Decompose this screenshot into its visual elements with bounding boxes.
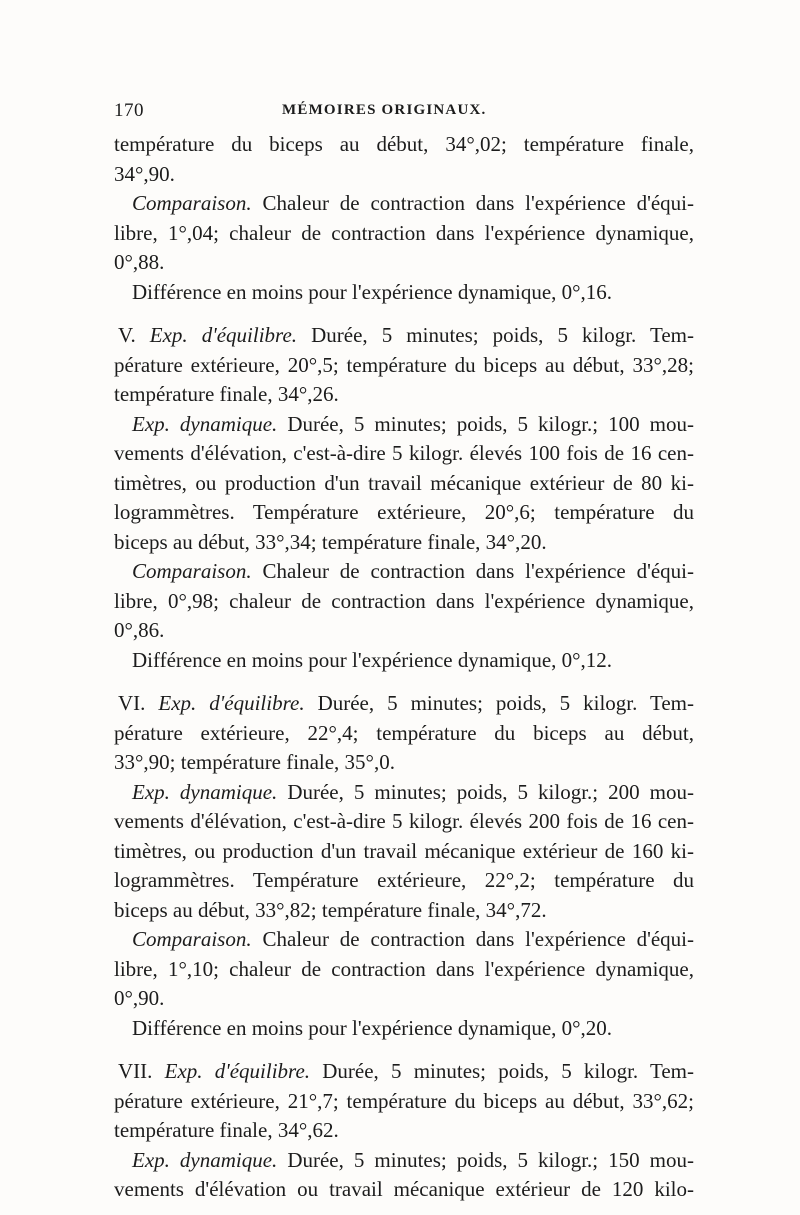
italic-label: Exp. d'équilibre. — [164, 1059, 311, 1083]
text-line — [114, 380, 694, 410]
text-run: logrammètres. Température extérieure, 22°,2; température du — [114, 868, 694, 892]
text-line — [114, 321, 694, 351]
text-run: Chaleur de contraction dans l'expérience d'équi- — [251, 927, 694, 951]
text-line — [114, 646, 694, 676]
page-number: 170 — [114, 100, 144, 121]
text-line — [114, 837, 694, 867]
text-line — [114, 469, 694, 499]
text-line — [114, 866, 694, 896]
italic-label: Exp. d'équilibre. — [158, 691, 305, 715]
text-line — [114, 689, 694, 719]
text-run: vements d'élévation, c'est-à-dire 5 kilogr. élevés 100 fois de 16 cen- — [114, 441, 694, 465]
text-line — [114, 439, 694, 469]
running-title: MÉMOIRES ORIGINAUX. — [282, 102, 487, 118]
italic-label: Exp. d'équilibre. — [149, 323, 298, 347]
text-run: vements d'élévation, c'est-à-dire 5 kilogr. élevés 200 fois de 16 cen- — [114, 809, 694, 833]
text-run: Durée, 5 minutes; poids, 5 kilogr. Tem- — [297, 323, 694, 347]
text-line — [114, 616, 694, 646]
text-line — [114, 719, 694, 749]
text-run: température du biceps au début, 34°,02; température finale, — [114, 132, 694, 156]
text-run: température finale, 34°,62. — [114, 1118, 339, 1142]
text-run: libre, 1°,04; chaleur de contraction dans l'expérience dynamique, — [114, 220, 694, 245]
text-line — [114, 189, 694, 219]
text-line — [114, 130, 694, 160]
text-run: 0°,86. — [114, 618, 165, 642]
text-run: 34°,90. — [114, 161, 175, 186]
text-line — [114, 1146, 694, 1176]
italic-label: Comparaison. — [132, 927, 252, 951]
text-line — [114, 1087, 694, 1117]
text-run: logrammètres. Température extérieure, 20°,6; température du — [114, 500, 694, 524]
text-run: Durée, 5 minutes; poids, 5 kilogr.; 150 mou- — [277, 1147, 694, 1172]
text-line — [114, 351, 694, 381]
page-header — [114, 100, 694, 130]
text-line — [114, 587, 694, 617]
book-page — [114, 100, 694, 1205]
text-run: Durée, 5 minutes; poids, 5 kilogr. Tem- — [310, 1059, 694, 1083]
text-line — [114, 984, 694, 1014]
text-line — [114, 748, 694, 778]
text-line — [114, 896, 694, 926]
text-line — [114, 1057, 694, 1087]
text-line — [114, 955, 694, 985]
text-run: 0°,88. — [114, 250, 165, 274]
body-text — [114, 130, 694, 1205]
text-run: VII. — [118, 1059, 165, 1083]
text-run: Chaleur de contraction dans l'expérience d'équi- — [251, 191, 694, 215]
text-run: Différence en moins pour l'expérience dynamique, 0°,16. — [132, 279, 613, 304]
text-line — [114, 778, 694, 808]
text-run: Différence en moins pour l'expérience dynamique, 0°,20. — [132, 1015, 613, 1040]
text-run: pérature extérieure, 22°,4; température du biceps au début, — [114, 720, 694, 745]
text-run: biceps au début, 33°,34; température finale, 34°,20. — [114, 529, 547, 554]
text-run: vements d'élévation ou travail mécanique extérieur de 120 kilo- — [114, 1177, 694, 1201]
text-run: pérature extérieure, 21°,7; température du biceps au début, 33°,62; — [114, 1088, 694, 1113]
text-run: Durée, 5 minutes; poids, 5 kilogr.; 100 mou- — [277, 411, 694, 436]
text-line — [114, 410, 694, 440]
text-run: Différence en moins pour l'expérience dynamique, 0°,12. — [132, 647, 613, 672]
paragraph-gap — [114, 1043, 694, 1057]
text-run: pérature extérieure, 20°,5; température du biceps au début, 33°,28; — [114, 352, 694, 377]
text-run: VI. — [118, 691, 159, 715]
text-line — [114, 807, 694, 837]
text-run: biceps au début, 33°,82; température finale, 34°,72. — [114, 897, 547, 922]
text-line — [114, 528, 694, 558]
italic-label: Comparaison. — [132, 191, 252, 215]
text-line — [114, 219, 694, 249]
text-run: libre, 0°,98; chaleur de contraction dans l'expérience dynamique, — [114, 588, 694, 613]
text-run: timètres, ou production d'un travail mécanique extérieur de 160 ki- — [114, 838, 694, 863]
text-run: V. — [118, 323, 150, 347]
text-line — [114, 1175, 694, 1205]
text-run: Durée, 5 minutes; poids, 5 kilogr. Tem- — [304, 691, 694, 715]
paragraph-gap — [114, 675, 694, 689]
text-run: 33°,90; température finale, 35°,0. — [114, 750, 395, 774]
italic-label: Exp. dynamique. — [132, 1147, 278, 1172]
text-line — [114, 248, 694, 278]
italic-label: Exp. dynamique. — [132, 411, 278, 436]
text-line — [114, 557, 694, 587]
text-line — [114, 498, 694, 528]
text-run: température finale, 34°,26. — [114, 382, 339, 406]
text-run: Chaleur de contraction dans l'expérience d'équi- — [251, 559, 694, 583]
text-line — [114, 1116, 694, 1146]
text-run: Durée, 5 minutes; poids, 5 kilogr.; 200 mou- — [277, 779, 694, 804]
text-run: libre, 1°,10; chaleur de contraction dans l'expérience dynamique, — [114, 956, 694, 981]
text-line — [114, 1014, 694, 1044]
italic-label: Comparaison. — [132, 559, 252, 583]
text-line — [114, 925, 694, 955]
italic-label: Exp. dynamique. — [132, 779, 278, 804]
text-line — [114, 160, 694, 190]
text-run: 0°,90. — [114, 986, 165, 1010]
text-run: timètres, ou production d'un travail mécanique extérieur de 80 ki- — [114, 470, 694, 495]
text-line — [114, 278, 694, 308]
paragraph-gap — [114, 307, 694, 321]
